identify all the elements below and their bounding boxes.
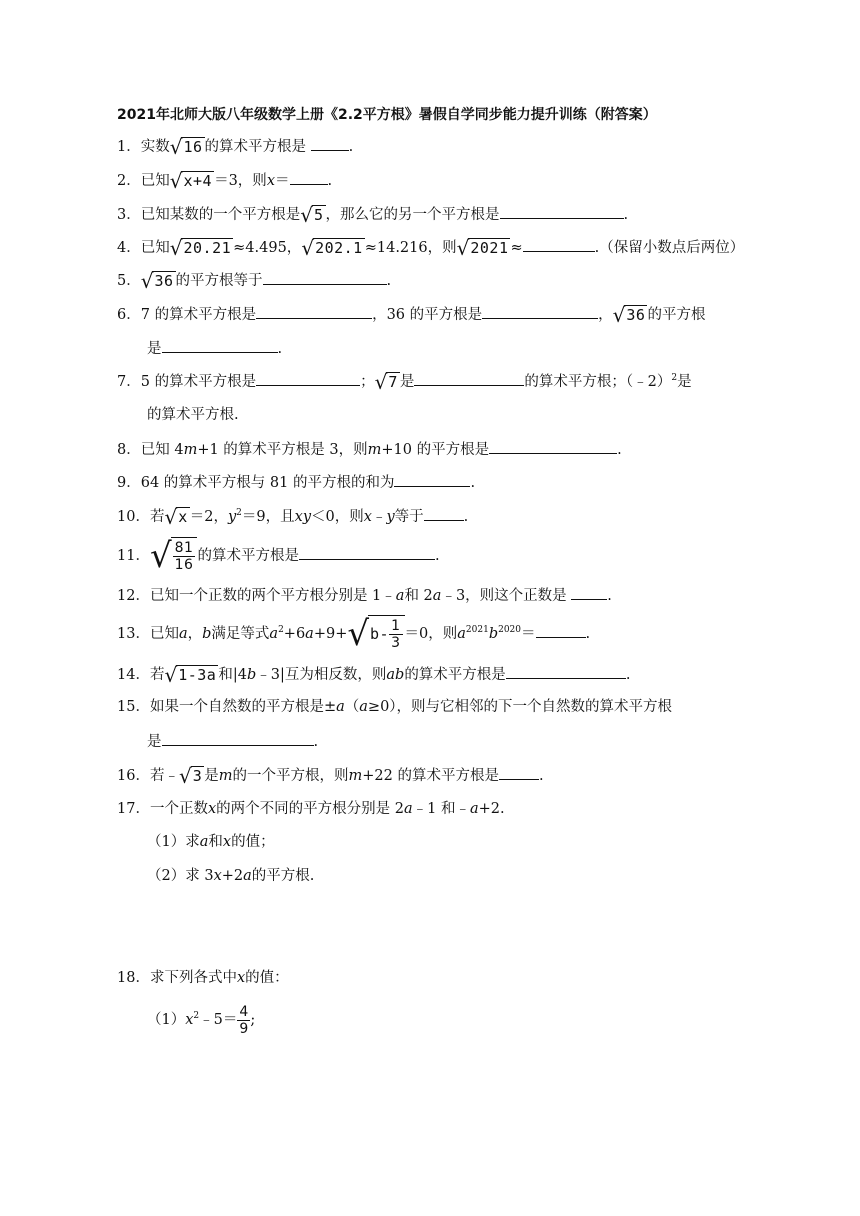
answer-blank[interactable] — [571, 585, 607, 600]
question-number: 12． — [117, 588, 150, 604]
answer-blank[interactable] — [489, 439, 617, 454]
sqrt-expression: √ 5 — [300, 203, 324, 227]
question-7-continued: 的算术平方根. — [147, 407, 239, 423]
answer-blank[interactable] — [162, 731, 314, 746]
answer-blank[interactable] — [162, 338, 278, 353]
answer-blank[interactable] — [414, 371, 524, 386]
question-number: 5． — [117, 273, 141, 289]
sqrt-expression: √ 1-3a — [164, 663, 217, 687]
question-17: 17．一个正数x的两个不同的平方根分别是 2a﹣1 和﹣a+2. — [117, 801, 505, 817]
answer-blank[interactable] — [506, 664, 626, 679]
question-2: 2．已知 √ x+4 ＝3，则x＝ . — [117, 169, 333, 193]
question-12: 12．已知一个正数的两个平方根分别是 1﹣a和 2a﹣3，则这个正数是 . — [117, 585, 612, 606]
sqrt-expression: √ 3 — [178, 764, 203, 788]
question-6-continued: 是 . — [147, 338, 282, 359]
question-number: 7． — [117, 374, 141, 390]
answer-blank[interactable] — [523, 237, 595, 252]
answer-blank[interactable] — [256, 304, 372, 319]
question-number: 8． — [117, 442, 141, 458]
answer-blank[interactable] — [394, 472, 470, 487]
sqrt-expression: √ 20.21 — [169, 236, 232, 260]
sqrt-expression: √ x — [164, 505, 188, 529]
sqrt-expression: √ x+4 — [169, 169, 213, 193]
question-17-part-2: （2）求 3x+2a的平方根. — [147, 868, 315, 884]
question-number: 11． — [117, 548, 150, 564]
sqrt-expression: √ 36 — [140, 269, 174, 293]
question-number: 2． — [117, 173, 141, 189]
question-9: 9．64 的算术平方根与 81 的平方根的和为 . — [117, 472, 475, 493]
question-15-continued: 是 . — [147, 731, 318, 752]
answer-blank[interactable] — [311, 136, 349, 151]
question-5: 5． √ 36 的平方根等于 . — [117, 269, 392, 293]
question-number: 13． — [117, 626, 150, 642]
page-title: 2021年北师大版八年级数学上册《2.2平方根》暑假自学同步能力提升训练（附答案） — [117, 107, 657, 123]
question-number: 3． — [117, 207, 141, 223]
question-number: 4． — [117, 240, 141, 256]
sqrt-fraction-expression: √ $\frac{81}{16}$ — [150, 537, 198, 575]
fraction: $\frac{4}{9}$ — [239, 1003, 249, 1037]
question-11: 11． √ $\frac{81}{16}$ 的算术平方根是 . — [117, 536, 440, 576]
sqrt-expression: √ 36 — [612, 303, 646, 327]
question-18-part-1: $(1)x^2﹣5=$ $\frac{4}{9}$ ; — [147, 1003, 256, 1037]
sqrt-expression: √ 202.1 — [301, 236, 363, 260]
answer-blank[interactable] — [499, 765, 539, 780]
question-4: 4．已知 √ 20.21 ≈4.495， √ 202.1 ≈14.216，则 √ 2021 ≈ .（保留小数点后两位） — [117, 236, 745, 260]
question-number: 17． — [117, 801, 150, 817]
question-number: 14． — [117, 667, 150, 683]
question-text: 的算术平方根是 — [204, 139, 307, 155]
question-15: 15．如果一个自然数的平方根是±a（a≥0），则与它相邻的下一个自然数的算术平方根 — [117, 699, 673, 715]
question-number: 6． — [117, 307, 141, 323]
question-13: 13．已知a，b满足等式$a^2+6a+9+$ √ b- $\frac{1}{3}$ ＝0，则$a^{2021}b^{2020}=$ . — [117, 614, 591, 654]
answer-blank[interactable] — [500, 204, 624, 219]
answer-blank[interactable] — [299, 545, 435, 560]
question-18: 18．求下列各式中x的值： — [117, 970, 289, 986]
question-number: 9． — [117, 475, 141, 491]
question-16: 16．若﹣ √ 3 是m的一个平方根，则m+22 的算术平方根是 . — [117, 764, 544, 788]
sqrt-expression: √ 2021 — [456, 236, 509, 260]
question-1: 1．实数 √ 16 的算术平方根是 . — [117, 135, 354, 159]
answer-blank[interactable] — [424, 506, 464, 521]
sqrt-expression: √ 16 — [169, 135, 203, 159]
question-14: 14．若 √ 1-3a 和|4b﹣3|互为相反数，则ab的算术平方根是 . — [117, 663, 631, 687]
question-text: 实数 — [140, 139, 170, 155]
sqrt-expression: √ 7 — [374, 370, 398, 394]
question-number: 16． — [117, 768, 150, 784]
answer-blank[interactable] — [256, 371, 360, 386]
question-10: 10．若 √ x ＝2，$y^2=9$，且xy＜0，则x﹣y等于 . — [117, 505, 469, 529]
question-number: 10． — [117, 509, 150, 525]
question-7: 7．5 的算术平方根是 ； √ 7 是 的算术平方根；（﹣2）$^2$是 — [117, 370, 692, 394]
question-6: 6．7 的算术平方根是 ，36 的平方根是 ， √ 36 的平方根 — [117, 303, 706, 327]
question-number: 15． — [117, 699, 150, 715]
question-number: 18． — [117, 970, 150, 986]
answer-blank[interactable] — [263, 270, 387, 285]
question-number: 1． — [117, 139, 141, 155]
sqrt-fraction-expression: √ b- $\frac{1}{3}$ — [347, 615, 404, 653]
question-17-part-1: （1）求a和x的值； — [147, 834, 275, 850]
question-8: 8．已知 4m+1 的算术平方根是 3，则m+10 的平方根是 . — [117, 439, 622, 460]
answer-blank[interactable] — [290, 170, 328, 185]
question-3: 3．已知某数的一个平方根是 √ 5 ，那么它的另一个平方根是 . — [117, 203, 629, 227]
answer-blank[interactable] — [536, 623, 586, 638]
answer-blank[interactable] — [482, 304, 598, 319]
